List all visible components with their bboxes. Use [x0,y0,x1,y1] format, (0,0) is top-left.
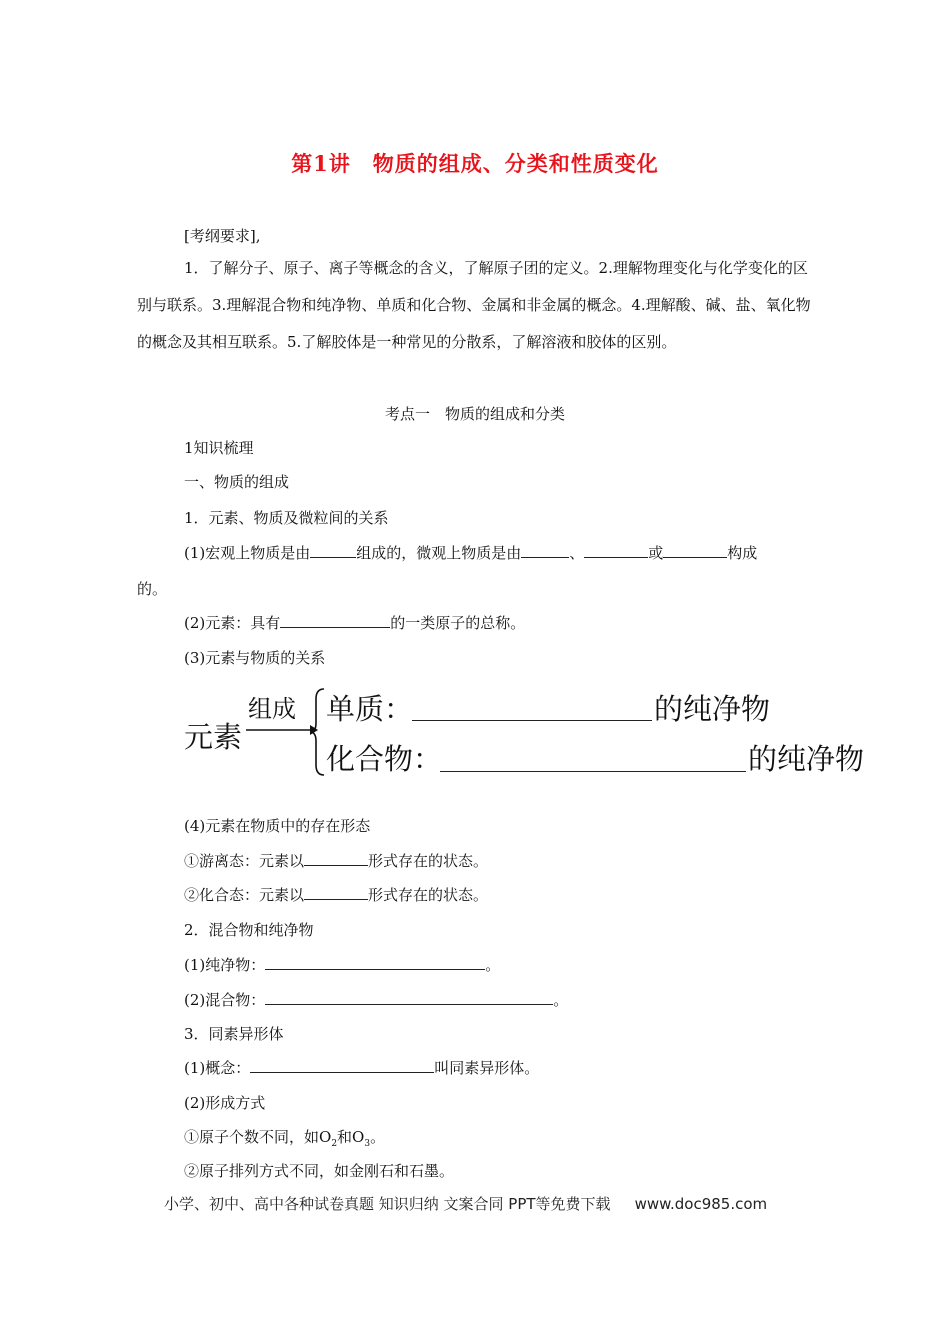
way-2-line: ②原子排列方式不同，如金刚石和石墨。 [184,1162,455,1180]
free-state-part-a: ①游离态：元素以 [184,852,305,870]
answer-blank[interactable] [663,543,727,558]
diagram-arrow-label: 组成 [248,695,296,723]
page-footer [164,1193,767,1214]
answer-blank[interactable] [310,543,356,558]
subscript-2: 2 [331,1139,338,1149]
requirements-body [137,250,817,361]
question-2-part-a: (2)元素：具有 [184,614,281,632]
free-state-part-b: 形式存在的状态。 [368,852,489,870]
diagram-compound-label: 化合物： [326,742,443,776]
concept-part-a: (1)概念： [184,1059,251,1077]
pure-substance-part-b: 。 [485,956,501,974]
question-4-heading: (4)元素在物质中的存在形态 [184,817,371,835]
answer-blank[interactable] [265,990,553,1005]
knowledge-heading: 1知识梳理 [184,439,254,457]
diagram-compound-suffix: 的纯净物 [748,742,865,776]
answer-blank[interactable] [412,720,652,721]
question-1-part-f: 的。 [137,580,168,598]
concept-part-b: 叫同素异形体。 [434,1059,540,1077]
answer-blank[interactable] [265,955,485,970]
subscript-3: 3 [364,1139,371,1149]
item3-heading: 3．同素异形体 [184,1025,284,1043]
mixture-line [184,990,568,1010]
answer-blank[interactable] [440,771,746,772]
pure-substance-line [184,955,500,975]
answer-blank[interactable] [250,1058,434,1073]
question-1-part-a: (1)宏观上物质是由 [184,544,311,562]
question-1-part-c: 、 [569,544,585,562]
answer-blank[interactable] [304,851,368,866]
question-2-part-b: 的一类原子的总称。 [390,614,526,632]
answer-blank[interactable] [521,543,569,558]
formation-heading: (2)形成方式 [184,1094,266,1112]
question-1-line [184,543,757,563]
requirements-heading: [考纲要求], [184,227,261,245]
mixture-part-b: 。 [553,991,569,1009]
part1-heading: 一、物质的组成 [184,473,290,491]
requirements-text: 1．了解分子、原子、离子等概念的含义，了解原子团的定义。2.理解物理变化与化学变化的区别与联系。3.理解混合物和纯净物、单质和化合物、金属和非金属的概念。4.理解酸、碱、盐、氧化物的概念及其相互联系。5.了解胶体是一种常见的分散系，了解溶液和胶体的区别。 [137,259,811,351]
mixture-part-a: (2)混合物： [184,991,266,1009]
question-2-line [184,613,525,633]
footer-url[interactable]: www.doc985.com [634,1195,768,1213]
combined-state-part-b: 形式存在的状态。 [368,886,489,904]
item2-heading: 2．混合物和纯净物 [184,921,314,939]
brace-icon [308,687,328,777]
combined-state-part-a: ②化合态：元素以 [184,886,305,904]
pure-substance-part-a: (1)纯净物： [184,956,266,974]
diagram-element-label: 元素 [184,720,243,754]
question-1-part-d: 或 [648,544,664,562]
way-1-line [184,1127,385,1154]
way-1-part-a: ①原子个数不同，如O [184,1128,332,1146]
item1-heading: 1．元素、物质及微粒间的关系 [184,509,389,527]
element-substance-diagram [184,685,884,785]
question-1-part-b: 组成的，微观上物质是由 [356,544,522,562]
way-1-part-c: 。 [370,1128,386,1146]
question-1-part-e: 构成 [727,544,758,562]
question-3-heading: (3)元素与物质的关系 [184,649,326,667]
answer-blank[interactable] [304,885,368,900]
diagram-simple-suffix: 的纯净物 [654,692,771,726]
combined-state-line [184,885,488,905]
page-title: 第1讲 物质的组成、分类和性质变化 [291,151,659,176]
concept-line [184,1058,539,1078]
way-1-part-b: 和O [337,1128,365,1146]
answer-blank[interactable] [280,613,390,628]
diagram-simple-label: 单质： [326,692,414,726]
answer-blank[interactable] [584,543,648,558]
section-title: 考点一 物质的组成和分类 [384,405,565,423]
free-state-line [184,851,488,871]
footer-text: 小学、初中、高中各种试卷真题 知识归纳 文案合同 PPT等免费下载 [164,1195,611,1213]
